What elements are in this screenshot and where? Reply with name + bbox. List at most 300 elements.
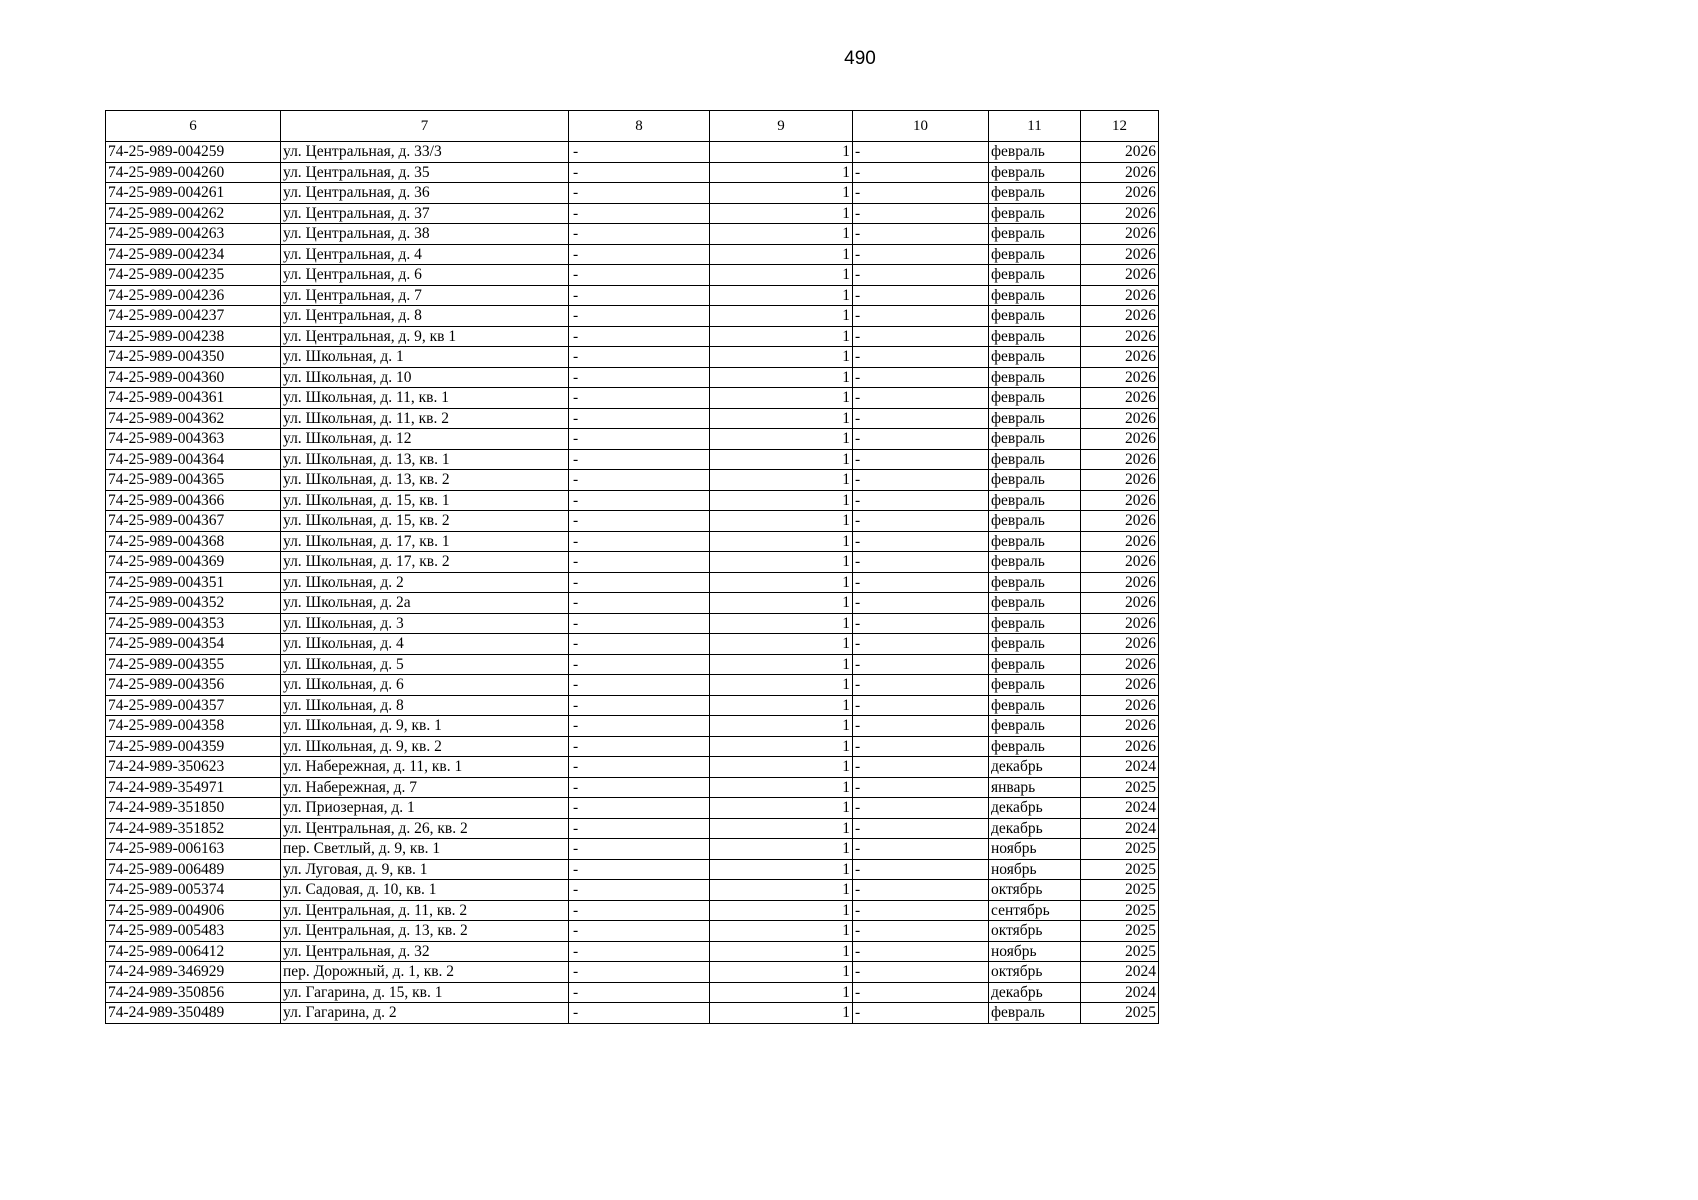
column-8-cell: - bbox=[569, 880, 710, 901]
month-cell: февраль bbox=[989, 613, 1081, 634]
count-cell: 1 bbox=[710, 449, 853, 470]
year-cell: 2024 bbox=[1081, 962, 1159, 983]
count-cell: 1 bbox=[710, 511, 853, 532]
column-10-cell: - bbox=[853, 613, 989, 634]
column-8-cell: - bbox=[569, 367, 710, 388]
column-header-6: 6 bbox=[106, 111, 281, 142]
year-cell: 2026 bbox=[1081, 367, 1159, 388]
count-cell: 1 bbox=[710, 552, 853, 573]
count-cell: 1 bbox=[710, 634, 853, 655]
count-cell: 1 bbox=[710, 572, 853, 593]
count-cell: 1 bbox=[710, 941, 853, 962]
address-cell: ул. Школьная, д. 11, кв. 2 bbox=[281, 408, 569, 429]
table-row bbox=[106, 675, 1159, 696]
table-row bbox=[106, 224, 1159, 245]
year-cell: 2026 bbox=[1081, 511, 1159, 532]
year-cell: 2026 bbox=[1081, 203, 1159, 224]
address-cell: ул. Школьная, д. 13, кв. 1 bbox=[281, 449, 569, 470]
year-cell: 2025 bbox=[1081, 839, 1159, 860]
year-cell: 2026 bbox=[1081, 634, 1159, 655]
column-8-cell: - bbox=[569, 941, 710, 962]
address-cell: ул. Школьная, д. 11, кв. 1 bbox=[281, 388, 569, 409]
year-cell: 2026 bbox=[1081, 388, 1159, 409]
month-cell: февраль bbox=[989, 1003, 1081, 1024]
column-10-cell: - bbox=[853, 347, 989, 368]
address-cell: ул. Садовая, д. 10, кв. 1 bbox=[281, 880, 569, 901]
month-cell: февраль bbox=[989, 306, 1081, 327]
column-10-cell: - bbox=[853, 777, 989, 798]
cadastral-number-cell: 74-25-989-004906 bbox=[106, 900, 281, 921]
address-cell: ул. Центральная, д. 8 bbox=[281, 306, 569, 327]
column-8-cell: - bbox=[569, 654, 710, 675]
count-cell: 1 bbox=[710, 388, 853, 409]
table-row bbox=[106, 306, 1159, 327]
column-10-cell: - bbox=[853, 736, 989, 757]
month-cell: февраль bbox=[989, 408, 1081, 429]
table-row bbox=[106, 367, 1159, 388]
column-8-cell: - bbox=[569, 408, 710, 429]
table-row bbox=[106, 572, 1159, 593]
address-cell: ул. Школьная, д. 4 bbox=[281, 634, 569, 655]
address-cell: ул. Центральная, д. 4 bbox=[281, 244, 569, 265]
year-cell: 2026 bbox=[1081, 408, 1159, 429]
cadastral-number-cell: 74-25-989-004350 bbox=[106, 347, 281, 368]
header-row bbox=[106, 111, 1159, 142]
column-10-cell: - bbox=[853, 388, 989, 409]
column-10-cell: - bbox=[853, 408, 989, 429]
column-8-cell: - bbox=[569, 552, 710, 573]
column-8-cell: - bbox=[569, 613, 710, 634]
address-cell: ул. Школьная, д. 1 bbox=[281, 347, 569, 368]
column-8-cell: - bbox=[569, 859, 710, 880]
count-cell: 1 bbox=[710, 1003, 853, 1024]
table-row bbox=[106, 408, 1159, 429]
table-row bbox=[106, 593, 1159, 614]
cadastral-number-cell: 74-25-989-004361 bbox=[106, 388, 281, 409]
address-cell: ул. Центральная, д. 36 bbox=[281, 183, 569, 204]
column-10-cell: - bbox=[853, 306, 989, 327]
table-row bbox=[106, 921, 1159, 942]
column-8-cell: - bbox=[569, 203, 710, 224]
table-row bbox=[106, 244, 1159, 265]
count-cell: 1 bbox=[710, 593, 853, 614]
table-row bbox=[106, 552, 1159, 573]
cadastral-number-cell: 74-25-989-004366 bbox=[106, 490, 281, 511]
table-row bbox=[106, 449, 1159, 470]
month-cell: февраль bbox=[989, 326, 1081, 347]
address-cell: ул. Школьная, д. 10 bbox=[281, 367, 569, 388]
year-cell: 2026 bbox=[1081, 265, 1159, 286]
cadastral-number-cell: 74-25-989-004236 bbox=[106, 285, 281, 306]
count-cell: 1 bbox=[710, 900, 853, 921]
column-header-12: 12 bbox=[1081, 111, 1159, 142]
table-row bbox=[106, 716, 1159, 737]
column-10-cell: - bbox=[853, 593, 989, 614]
column-10-cell: - bbox=[853, 244, 989, 265]
column-8-cell: - bbox=[569, 818, 710, 839]
cadastral-number-cell: 74-25-989-004369 bbox=[106, 552, 281, 573]
address-cell: ул. Центральная, д. 7 bbox=[281, 285, 569, 306]
cadastral-number-cell: 74-24-989-351850 bbox=[106, 798, 281, 819]
count-cell: 1 bbox=[710, 347, 853, 368]
month-cell: февраль bbox=[989, 695, 1081, 716]
table-row bbox=[106, 511, 1159, 532]
column-10-cell: - bbox=[853, 962, 989, 983]
address-cell: ул. Центральная, д. 26, кв. 2 bbox=[281, 818, 569, 839]
column-10-cell: - bbox=[853, 470, 989, 491]
table-row bbox=[106, 941, 1159, 962]
address-cell: ул. Школьная, д. 9, кв. 2 bbox=[281, 736, 569, 757]
column-8-cell: - bbox=[569, 921, 710, 942]
address-cell: ул. Школьная, д. 9, кв. 1 bbox=[281, 716, 569, 737]
cadastral-number-cell: 74-25-989-004368 bbox=[106, 531, 281, 552]
table-row bbox=[106, 757, 1159, 778]
year-cell: 2026 bbox=[1081, 531, 1159, 552]
column-10-cell: - bbox=[853, 1003, 989, 1024]
address-cell: ул. Школьная, д. 12 bbox=[281, 429, 569, 450]
year-cell: 2026 bbox=[1081, 449, 1159, 470]
table-row bbox=[106, 777, 1159, 798]
year-cell: 2026 bbox=[1081, 675, 1159, 696]
cadastral-number-cell: 74-25-989-004235 bbox=[106, 265, 281, 286]
table-row bbox=[106, 183, 1159, 204]
column-10-cell: - bbox=[853, 183, 989, 204]
year-cell: 2026 bbox=[1081, 142, 1159, 163]
year-cell: 2026 bbox=[1081, 347, 1159, 368]
month-cell: февраль bbox=[989, 675, 1081, 696]
year-cell: 2025 bbox=[1081, 777, 1159, 798]
month-cell: февраль bbox=[989, 183, 1081, 204]
table-row bbox=[106, 818, 1159, 839]
year-cell: 2024 bbox=[1081, 982, 1159, 1003]
page-number: 490 bbox=[844, 48, 876, 69]
month-cell: февраль bbox=[989, 285, 1081, 306]
column-8-cell: - bbox=[569, 839, 710, 860]
month-cell: октябрь bbox=[989, 880, 1081, 901]
column-10-cell: - bbox=[853, 449, 989, 470]
cadastral-number-cell: 74-25-989-004354 bbox=[106, 634, 281, 655]
table-body bbox=[106, 142, 1159, 1024]
column-10-cell: - bbox=[853, 634, 989, 655]
year-cell: 2026 bbox=[1081, 306, 1159, 327]
year-cell: 2026 bbox=[1081, 695, 1159, 716]
column-8-cell: - bbox=[569, 757, 710, 778]
year-cell: 2026 bbox=[1081, 654, 1159, 675]
address-cell: ул. Школьная, д. 2а bbox=[281, 593, 569, 614]
address-cell: ул. Гагарина, д. 2 bbox=[281, 1003, 569, 1024]
cadastral-number-cell: 74-25-989-004352 bbox=[106, 593, 281, 614]
month-cell: февраль bbox=[989, 716, 1081, 737]
month-cell: февраль bbox=[989, 654, 1081, 675]
count-cell: 1 bbox=[710, 757, 853, 778]
column-10-cell: - bbox=[853, 552, 989, 573]
cadastral-number-cell: 74-25-989-004237 bbox=[106, 306, 281, 327]
month-cell: февраль bbox=[989, 634, 1081, 655]
year-cell: 2026 bbox=[1081, 183, 1159, 204]
table-row bbox=[106, 388, 1159, 409]
year-cell: 2026 bbox=[1081, 429, 1159, 450]
address-cell: пер. Дорожный, д. 1, кв. 2 bbox=[281, 962, 569, 983]
count-cell: 1 bbox=[710, 839, 853, 860]
cadastral-number-cell: 74-25-989-004259 bbox=[106, 142, 281, 163]
address-cell: ул. Центральная, д. 37 bbox=[281, 203, 569, 224]
table-row bbox=[106, 490, 1159, 511]
month-cell: февраль bbox=[989, 470, 1081, 491]
column-8-cell: - bbox=[569, 244, 710, 265]
address-cell: ул. Гагарина, д. 15, кв. 1 bbox=[281, 982, 569, 1003]
month-cell: февраль bbox=[989, 347, 1081, 368]
table-row bbox=[106, 839, 1159, 860]
table-row bbox=[106, 285, 1159, 306]
column-8-cell: - bbox=[569, 285, 710, 306]
column-10-cell: - bbox=[853, 880, 989, 901]
column-8-cell: - bbox=[569, 388, 710, 409]
column-10-cell: - bbox=[853, 941, 989, 962]
count-cell: 1 bbox=[710, 306, 853, 327]
column-10-cell: - bbox=[853, 839, 989, 860]
column-10-cell: - bbox=[853, 921, 989, 942]
month-cell: ноябрь bbox=[989, 859, 1081, 880]
cadastral-number-cell: 74-25-989-004263 bbox=[106, 224, 281, 245]
cadastral-number-cell: 74-24-989-350489 bbox=[106, 1003, 281, 1024]
table-row bbox=[106, 1003, 1159, 1024]
count-cell: 1 bbox=[710, 921, 853, 942]
address-cell: ул. Школьная, д. 15, кв. 1 bbox=[281, 490, 569, 511]
column-10-cell: - bbox=[853, 162, 989, 183]
cadastral-number-cell: 74-24-989-354971 bbox=[106, 777, 281, 798]
month-cell: декабрь bbox=[989, 757, 1081, 778]
column-10-cell: - bbox=[853, 142, 989, 163]
cadastral-number-cell: 74-25-989-006163 bbox=[106, 839, 281, 860]
year-cell: 2024 bbox=[1081, 757, 1159, 778]
address-cell: ул. Центральная, д. 13, кв. 2 bbox=[281, 921, 569, 942]
count-cell: 1 bbox=[710, 224, 853, 245]
address-cell: ул. Приозерная, д. 1 bbox=[281, 798, 569, 819]
table-row bbox=[106, 613, 1159, 634]
column-10-cell: - bbox=[853, 798, 989, 819]
count-cell: 1 bbox=[710, 880, 853, 901]
cadastral-number-cell: 74-25-989-004351 bbox=[106, 572, 281, 593]
count-cell: 1 bbox=[710, 798, 853, 819]
column-8-cell: - bbox=[569, 306, 710, 327]
table-row bbox=[106, 162, 1159, 183]
address-cell: ул. Школьная, д. 17, кв. 1 bbox=[281, 531, 569, 552]
address-cell: ул. Школьная, д. 17, кв. 2 bbox=[281, 552, 569, 573]
column-10-cell: - bbox=[853, 429, 989, 450]
cadastral-number-cell: 74-25-989-004358 bbox=[106, 716, 281, 737]
month-cell: февраль bbox=[989, 142, 1081, 163]
column-8-cell: - bbox=[569, 798, 710, 819]
column-10-cell: - bbox=[853, 757, 989, 778]
year-cell: 2026 bbox=[1081, 326, 1159, 347]
year-cell: 2024 bbox=[1081, 798, 1159, 819]
month-cell: февраль bbox=[989, 244, 1081, 265]
cadastral-number-cell: 74-25-989-005483 bbox=[106, 921, 281, 942]
column-8-cell: - bbox=[569, 777, 710, 798]
column-8-cell: - bbox=[569, 449, 710, 470]
cadastral-number-cell: 74-25-989-004359 bbox=[106, 736, 281, 757]
column-10-cell: - bbox=[853, 326, 989, 347]
column-8-cell: - bbox=[569, 511, 710, 532]
count-cell: 1 bbox=[710, 777, 853, 798]
cadastral-number-cell: 74-25-989-004367 bbox=[106, 511, 281, 532]
address-cell: ул. Школьная, д. 6 bbox=[281, 675, 569, 696]
cadastral-number-cell: 74-24-989-351852 bbox=[106, 818, 281, 839]
table-row bbox=[106, 695, 1159, 716]
month-cell: январь bbox=[989, 777, 1081, 798]
column-8-cell: - bbox=[569, 675, 710, 696]
table-row bbox=[106, 347, 1159, 368]
cadastral-number-cell: 74-25-989-004364 bbox=[106, 449, 281, 470]
cadastral-number-cell: 74-25-989-004262 bbox=[106, 203, 281, 224]
cadastral-number-cell: 74-24-989-350623 bbox=[106, 757, 281, 778]
column-8-cell: - bbox=[569, 142, 710, 163]
year-cell: 2026 bbox=[1081, 736, 1159, 757]
cadastral-number-cell: 74-25-989-004260 bbox=[106, 162, 281, 183]
cadastral-number-cell: 74-25-989-004363 bbox=[106, 429, 281, 450]
count-cell: 1 bbox=[710, 490, 853, 511]
cadastral-number-cell: 74-24-989-350856 bbox=[106, 982, 281, 1003]
address-cell: ул. Центральная, д. 33/3 bbox=[281, 142, 569, 163]
year-cell: 2025 bbox=[1081, 941, 1159, 962]
count-cell: 1 bbox=[710, 736, 853, 757]
address-cell: ул. Набережная, д. 7 bbox=[281, 777, 569, 798]
table-row bbox=[106, 203, 1159, 224]
year-cell: 2026 bbox=[1081, 716, 1159, 737]
count-cell: 1 bbox=[710, 695, 853, 716]
column-10-cell: - bbox=[853, 203, 989, 224]
count-cell: 1 bbox=[710, 531, 853, 552]
count-cell: 1 bbox=[710, 142, 853, 163]
month-cell: февраль bbox=[989, 162, 1081, 183]
column-8-cell: - bbox=[569, 1003, 710, 1024]
month-cell: сентябрь bbox=[989, 900, 1081, 921]
year-cell: 2026 bbox=[1081, 162, 1159, 183]
count-cell: 1 bbox=[710, 162, 853, 183]
column-10-cell: - bbox=[853, 818, 989, 839]
year-cell: 2026 bbox=[1081, 470, 1159, 491]
table-row bbox=[106, 531, 1159, 552]
table-row bbox=[106, 142, 1159, 163]
count-cell: 1 bbox=[710, 962, 853, 983]
year-cell: 2025 bbox=[1081, 859, 1159, 880]
column-8-cell: - bbox=[569, 347, 710, 368]
column-10-cell: - bbox=[853, 859, 989, 880]
month-cell: декабрь bbox=[989, 818, 1081, 839]
count-cell: 1 bbox=[710, 183, 853, 204]
month-cell: февраль bbox=[989, 531, 1081, 552]
column-10-cell: - bbox=[853, 367, 989, 388]
month-cell: ноябрь bbox=[989, 839, 1081, 860]
cadastral-number-cell: 74-25-989-004360 bbox=[106, 367, 281, 388]
table-row bbox=[106, 736, 1159, 757]
count-cell: 1 bbox=[710, 654, 853, 675]
cadastral-number-cell: 74-25-989-004355 bbox=[106, 654, 281, 675]
year-cell: 2024 bbox=[1081, 818, 1159, 839]
count-cell: 1 bbox=[710, 203, 853, 224]
month-cell: февраль bbox=[989, 552, 1081, 573]
count-cell: 1 bbox=[710, 429, 853, 450]
month-cell: февраль bbox=[989, 572, 1081, 593]
count-cell: 1 bbox=[710, 408, 853, 429]
year-cell: 2025 bbox=[1081, 921, 1159, 942]
count-cell: 1 bbox=[710, 675, 853, 696]
cadastral-number-cell: 74-25-989-004356 bbox=[106, 675, 281, 696]
column-8-cell: - bbox=[569, 736, 710, 757]
year-cell: 2026 bbox=[1081, 490, 1159, 511]
month-cell: февраль bbox=[989, 203, 1081, 224]
cadastral-number-cell: 74-25-989-005374 bbox=[106, 880, 281, 901]
cadastral-number-cell: 74-25-989-006412 bbox=[106, 941, 281, 962]
count-cell: 1 bbox=[710, 326, 853, 347]
year-cell: 2026 bbox=[1081, 285, 1159, 306]
column-10-cell: - bbox=[853, 695, 989, 716]
count-cell: 1 bbox=[710, 859, 853, 880]
count-cell: 1 bbox=[710, 265, 853, 286]
column-8-cell: - bbox=[569, 490, 710, 511]
month-cell: декабрь bbox=[989, 982, 1081, 1003]
address-cell: ул. Центральная, д. 38 bbox=[281, 224, 569, 245]
table-row bbox=[106, 265, 1159, 286]
count-cell: 1 bbox=[710, 716, 853, 737]
table-row bbox=[106, 982, 1159, 1003]
cadastral-number-cell: 74-25-989-006489 bbox=[106, 859, 281, 880]
year-cell: 2025 bbox=[1081, 900, 1159, 921]
column-8-cell: - bbox=[569, 162, 710, 183]
year-cell: 2026 bbox=[1081, 552, 1159, 573]
column-10-cell: - bbox=[853, 675, 989, 696]
column-10-cell: - bbox=[853, 490, 989, 511]
month-cell: октябрь bbox=[989, 962, 1081, 983]
column-8-cell: - bbox=[569, 265, 710, 286]
column-8-cell: - bbox=[569, 900, 710, 921]
column-10-cell: - bbox=[853, 224, 989, 245]
address-cell: ул. Центральная, д. 9, кв 1 bbox=[281, 326, 569, 347]
address-cell: ул. Школьная, д. 15, кв. 2 bbox=[281, 511, 569, 532]
column-header-9: 9 bbox=[710, 111, 853, 142]
month-cell: февраль bbox=[989, 224, 1081, 245]
table-row bbox=[106, 634, 1159, 655]
address-cell: ул. Луговая, д. 9, кв. 1 bbox=[281, 859, 569, 880]
address-cell: ул. Школьная, д. 2 bbox=[281, 572, 569, 593]
address-cell: ул. Центральная, д. 11, кв. 2 bbox=[281, 900, 569, 921]
year-cell: 2025 bbox=[1081, 1003, 1159, 1024]
address-cell: ул. Школьная, д. 13, кв. 2 bbox=[281, 470, 569, 491]
month-cell: октябрь bbox=[989, 921, 1081, 942]
year-cell: 2026 bbox=[1081, 572, 1159, 593]
count-cell: 1 bbox=[710, 470, 853, 491]
column-8-cell: - bbox=[569, 531, 710, 552]
column-10-cell: - bbox=[853, 654, 989, 675]
column-header-10: 10 bbox=[853, 111, 989, 142]
column-10-cell: - bbox=[853, 265, 989, 286]
column-10-cell: - bbox=[853, 900, 989, 921]
address-cell: ул. Центральная, д. 6 bbox=[281, 265, 569, 286]
column-8-cell: - bbox=[569, 429, 710, 450]
address-cell: ул. Набережная, д. 11, кв. 1 bbox=[281, 757, 569, 778]
column-10-cell: - bbox=[853, 716, 989, 737]
month-cell: февраль bbox=[989, 449, 1081, 470]
count-cell: 1 bbox=[710, 613, 853, 634]
year-cell: 2026 bbox=[1081, 593, 1159, 614]
cadastral-number-cell: 74-25-989-004357 bbox=[106, 695, 281, 716]
month-cell: февраль bbox=[989, 388, 1081, 409]
column-8-cell: - bbox=[569, 982, 710, 1003]
table-row bbox=[106, 962, 1159, 983]
column-header-11: 11 bbox=[989, 111, 1081, 142]
register-table bbox=[105, 110, 1159, 1024]
cadastral-number-cell: 74-24-989-346929 bbox=[106, 962, 281, 983]
